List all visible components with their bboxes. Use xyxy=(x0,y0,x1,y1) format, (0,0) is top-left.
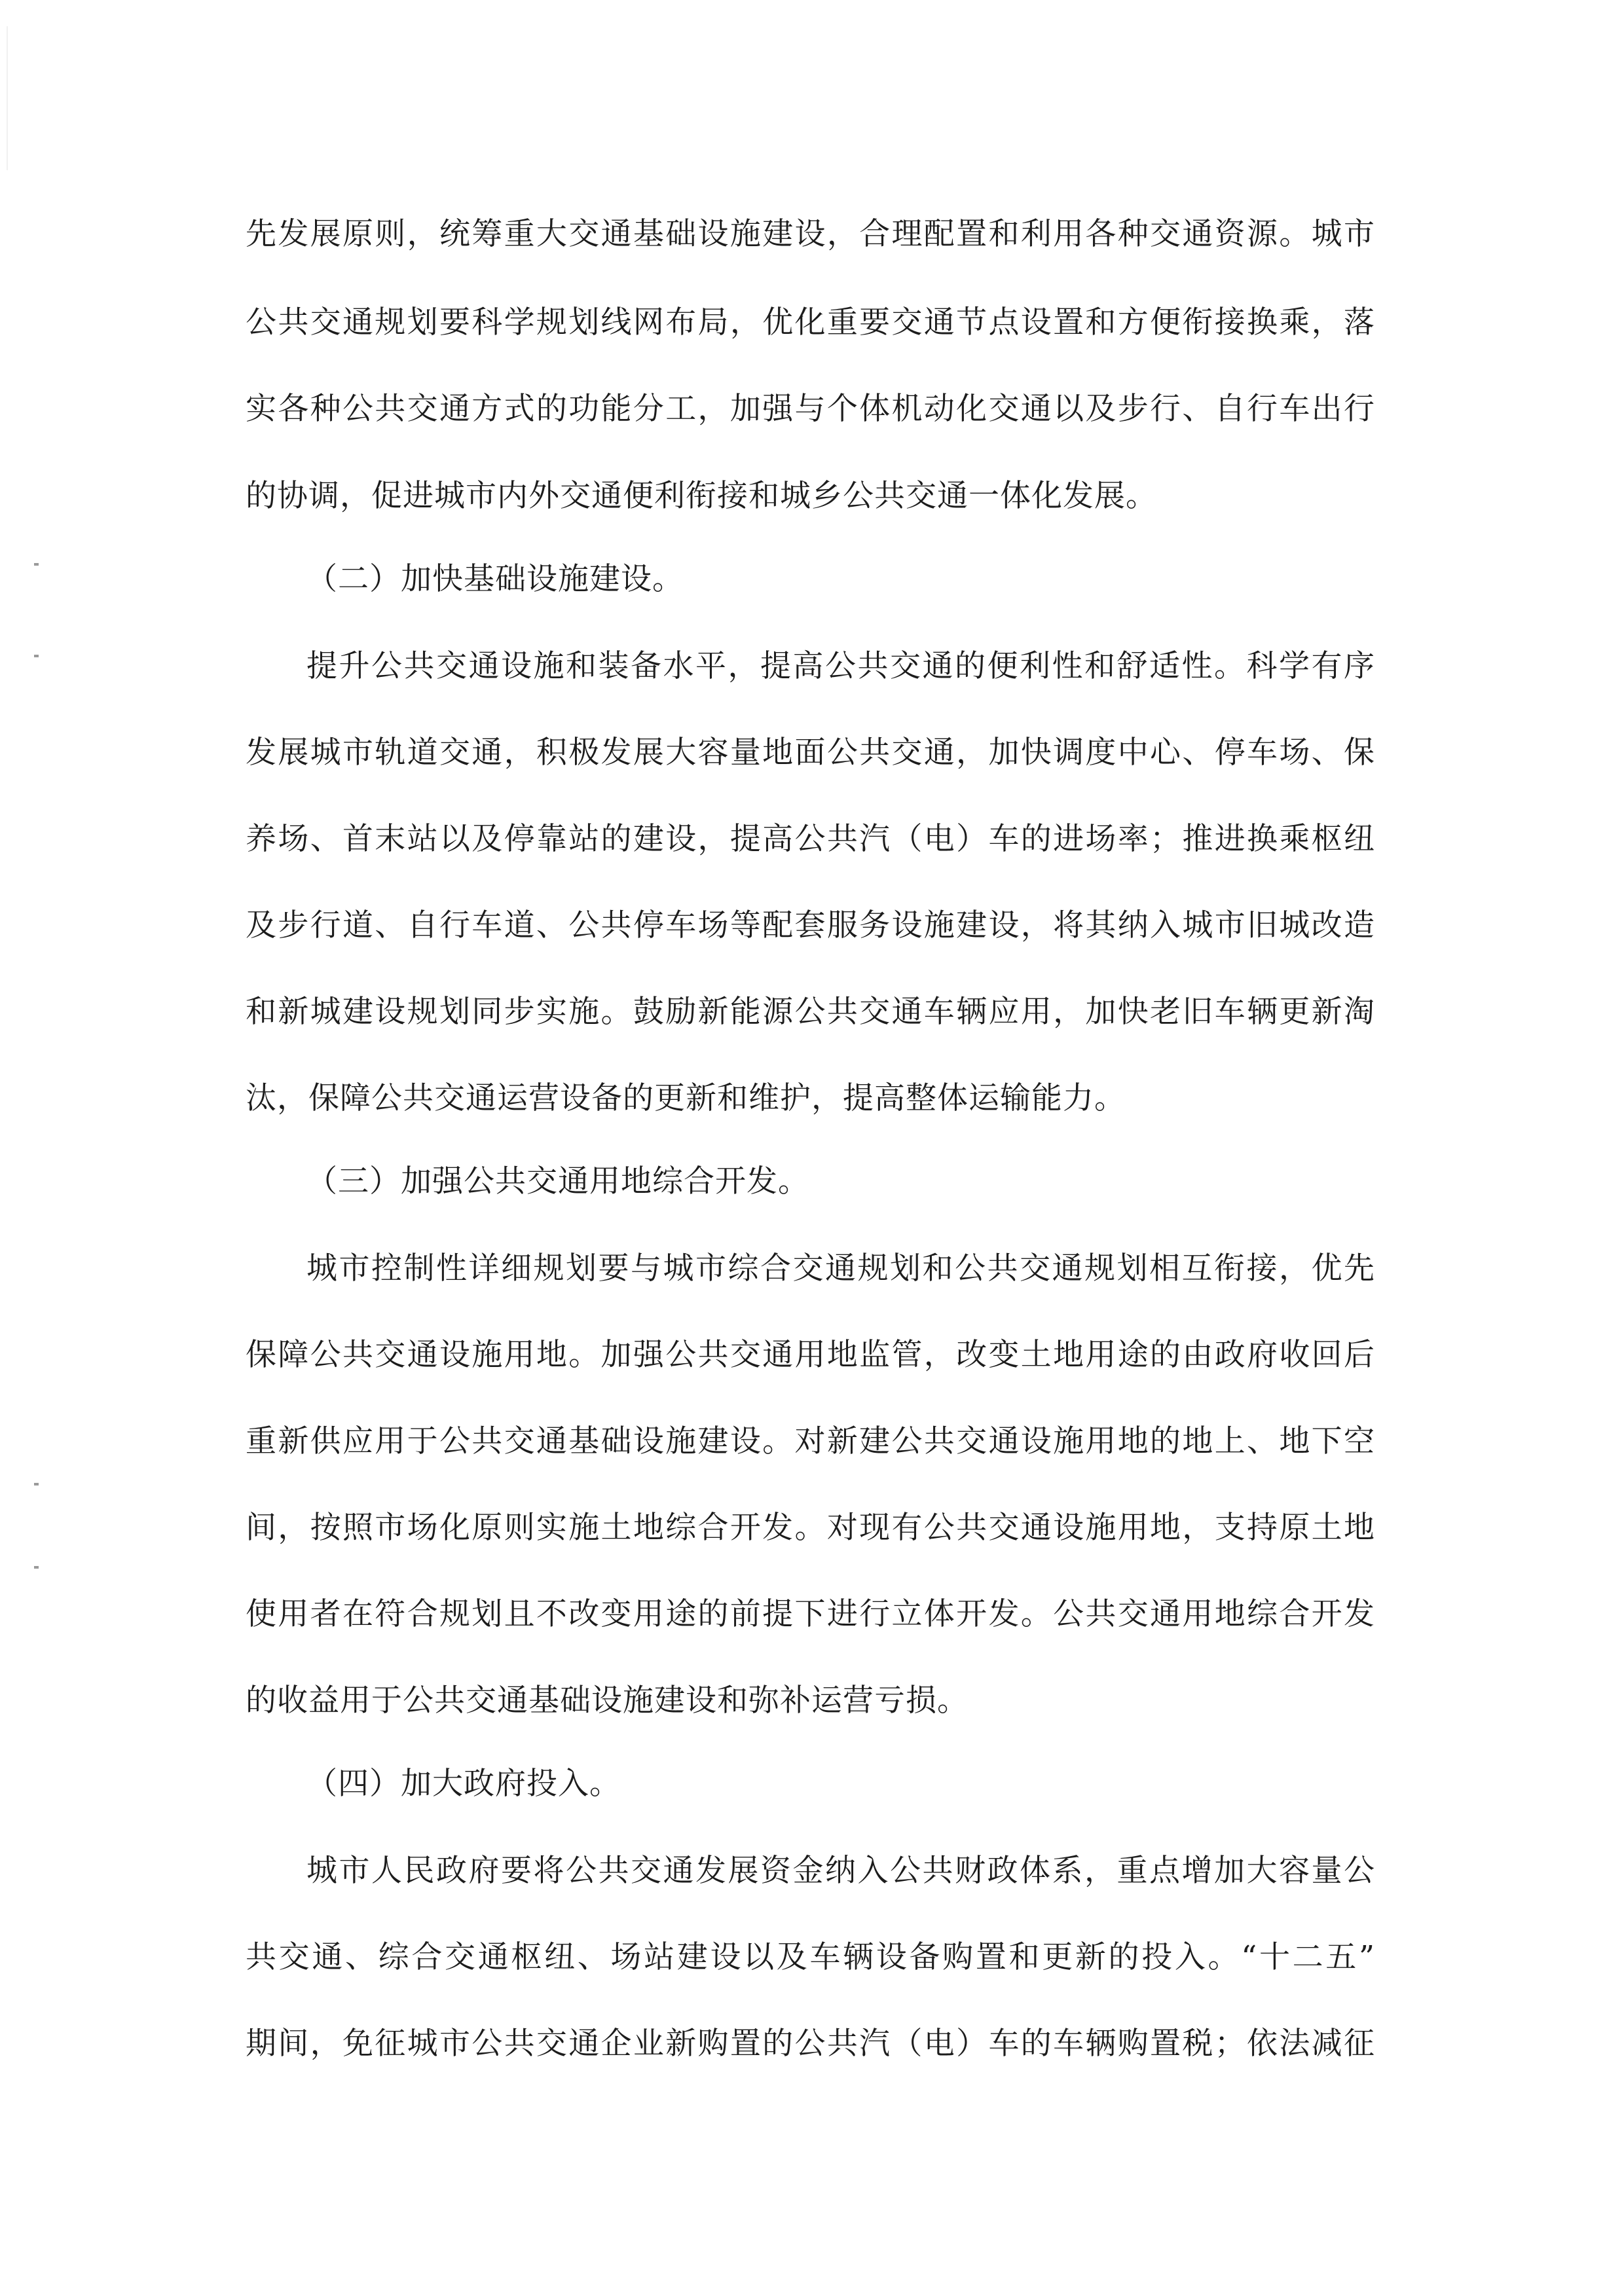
scan-edge-shadow xyxy=(7,26,8,170)
paragraph-line: 共交通、综合交通枢纽、场站建设以及车辆设备购置和更新的投入。“十二五” xyxy=(246,1939,1375,1975)
paragraph-line: 和新城建设规划同步实施。鼓励新能源公共交通车辆应用，加快老旧车辆更新淘 xyxy=(246,994,1375,1030)
margin-mark xyxy=(34,1483,39,1485)
paragraph-line: 期间，免征城市公共交通企业新购置的公共汽（电）车的车辆购置税；依法减征 xyxy=(246,2026,1375,2062)
paragraph-line: 汰，保障公共交通运营设备的更新和维护，提高整体运输能力。 xyxy=(246,1080,1126,1116)
paragraph-line: 保障公共交通设施用地。加强公共交通用地监管，改变土地用途的由政府收回后 xyxy=(246,1337,1375,1373)
margin-mark xyxy=(34,655,39,657)
paragraph-line: 使用者在符合规划且不改变用途的前提下进行立体开发。公共交通用地综合开发 xyxy=(246,1596,1375,1632)
paragraph-line: 提升公共交通设施和装备水平，提高公共交通的便利性和舒适性。科学有序 xyxy=(306,648,1375,684)
section-heading: （四）加大政府投入。 xyxy=(306,1766,621,1802)
paragraph-line: 的收益用于公共交通基础设施建设和弥补运营亏损。 xyxy=(246,1683,969,1719)
margin-mark xyxy=(34,1566,39,1569)
paragraph-line: 城市人民政府要将公共交通发展资金纳入公共财政体系，重点增加大容量公 xyxy=(306,1853,1375,1889)
paragraph-line: 先发展原则，统筹重大交通基础设施建设，合理配置和利用各种交通资源。城市 xyxy=(246,216,1375,252)
margin-mark xyxy=(34,563,39,566)
section-heading: （三）加强公共交通用地综合开发。 xyxy=(306,1163,809,1199)
paragraph-line: 养场、首末站以及停靠站的建设，提高公共汽（电）车的进场率；推进换乘枢纽 xyxy=(246,821,1375,857)
paragraph-line: 城市控制性详细规划要与城市综合交通规划和公共交通规划相互衔接，优先 xyxy=(306,1250,1375,1286)
paragraph-line: 及步行道、自行车道、公共停车场等配套服务设施建设，将其纳入城市旧城改造 xyxy=(246,907,1375,943)
paragraph-line: 发展城市轨道交通，积极发展大容量地面公共交通，加快调度中心、停车场、保 xyxy=(246,735,1375,771)
paragraph-line: 的协调，促进城市内外交通便利衔接和城乡公共交通一体化发展。 xyxy=(246,478,1157,514)
paragraph-line: 间，按照市场化原则实施土地综合开发。对现有公共交通设施用地，支持原土地 xyxy=(246,1510,1375,1546)
paragraph-line: 公共交通规划要科学规划线网布局，优化重要交通节点设置和方便衔接换乘，落 xyxy=(246,304,1375,340)
paragraph-line: 重新供应用于公共交通基础设施建设。对新建公共交通设施用地的地上、地下空 xyxy=(246,1423,1375,1459)
paragraph-line: 实各种公共交通方式的功能分工，加强与个体机动化交通以及步行、自行车出行 xyxy=(246,391,1375,427)
section-heading: （二）加快基础设施建设。 xyxy=(306,561,684,597)
